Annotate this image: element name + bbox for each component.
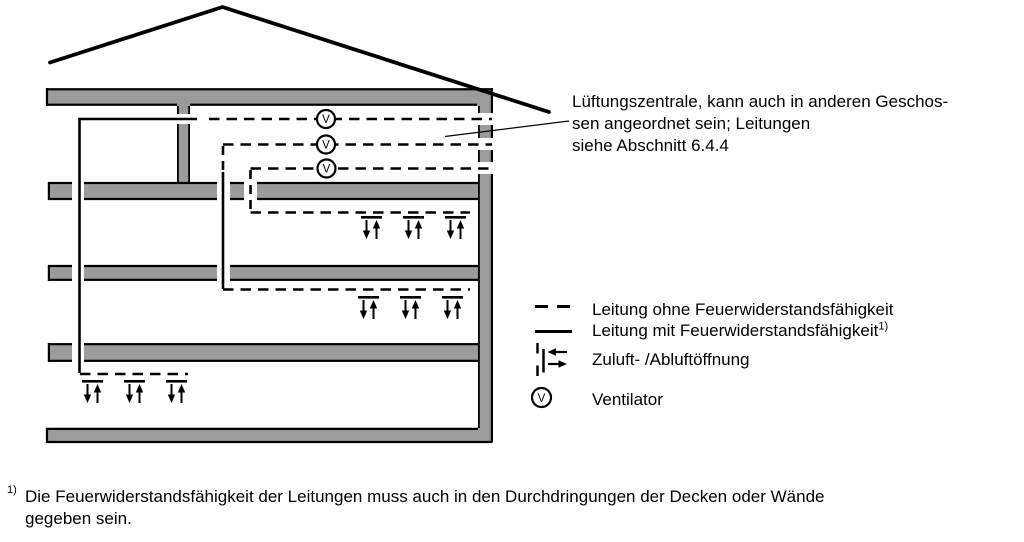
footnote-line-2: gegeben sein. — [25, 509, 132, 528]
right-wall-fill — [478, 106, 492, 428]
fan-letter: V — [537, 392, 546, 405]
slab3-duct-gap-left — [72, 263, 84, 283]
slab3-fill — [48, 265, 478, 281]
legend-label-fan: Ventilator — [592, 390, 663, 409]
footnote-marker: 1) — [7, 484, 17, 496]
annotation-line-3: siehe Abschnitt 6.4.4 — [572, 136, 729, 155]
legend-fan-icon — [532, 388, 551, 407]
legend-air-opening-icon — [538, 343, 568, 378]
legend-right-arrow-head — [559, 360, 568, 368]
air-opening — [445, 217, 466, 239]
air-opening — [82, 381, 103, 403]
fan-letter: V — [322, 163, 331, 176]
legend-label-duct-without-fire-resistance: Leitung ohne Feuerwiderstandsfähigkeit — [592, 300, 894, 319]
air-opening — [166, 381, 187, 403]
legend-label-duct-with-fire-resistance-text: Leitung mit Feuerwiderstandsfähigkeit — [592, 321, 879, 340]
air-opening — [124, 381, 145, 403]
air-opening — [442, 297, 463, 319]
fans — [317, 110, 336, 178]
legend-symbols — [532, 307, 573, 408]
footnote-text — [25, 486, 824, 530]
annotation-leader-line — [445, 121, 569, 137]
legend-label-air-opening: Zuluft- /Abluftöffnung — [592, 350, 750, 369]
footnote-line-1: Die Feuerwiderstandsfähigkeit der Leitungen muss auch in den Durchdringungen der Decken oder Wände — [25, 487, 825, 506]
building-structure — [46, 88, 494, 443]
slab4-fill — [48, 343, 478, 362]
air-opening — [403, 217, 424, 239]
annotation-line-2: sen angeordnet sein; Leitungen — [572, 114, 811, 133]
annotation-line-1: Lüftungszentrale, kann auch in anderen Geschos- — [572, 92, 949, 111]
duct-network — [80, 119, 493, 374]
bottom-slab-fill — [46, 428, 493, 443]
air-opening — [400, 297, 421, 319]
annotation-text — [572, 91, 948, 157]
legend-left-arrow-head — [548, 348, 557, 356]
top-slab-fill — [46, 88, 493, 106]
slab4-duct-gap-left — [72, 341, 84, 364]
legend-label-duct-with-fire-resistance — [592, 320, 888, 342]
fanroom-wall-lower-fill — [177, 124, 190, 183]
fan-letter: V — [322, 139, 330, 152]
fan-letter: V — [322, 114, 330, 127]
air-opening — [358, 297, 379, 319]
slab2-duct-gap-left — [72, 181, 84, 202]
legend-footnote-reference: 1) — [878, 320, 889, 333]
slab2-fill — [48, 182, 478, 200]
air-opening — [361, 217, 382, 239]
fanroom-wall-upper-fill — [177, 92, 190, 114]
